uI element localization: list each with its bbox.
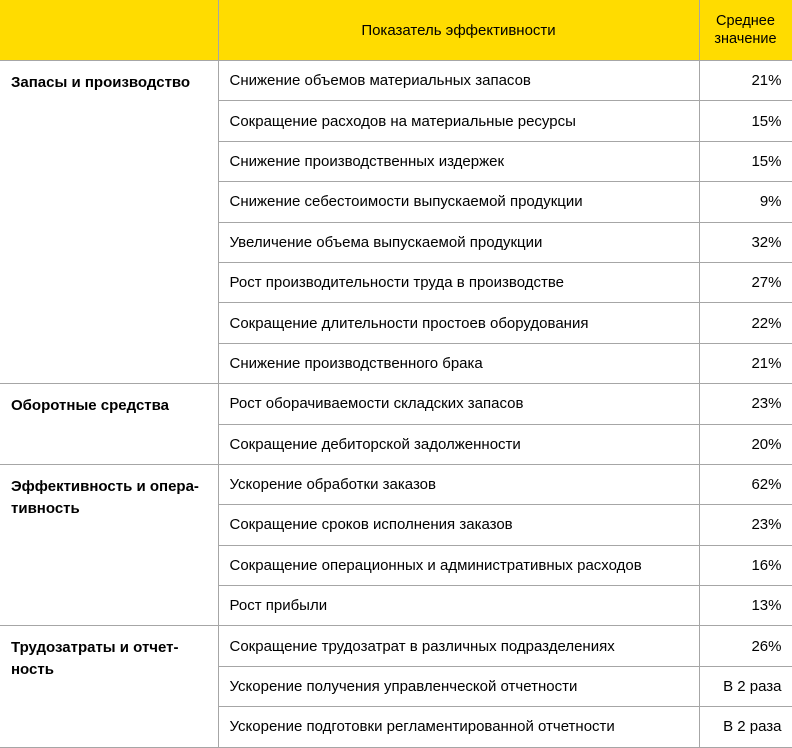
group-name: Запасы и производство xyxy=(0,61,218,384)
value-cell: В 2 раза xyxy=(699,666,792,706)
indicator-cell: Рост прибыли xyxy=(218,586,699,626)
indicator-cell: Сокращение длительности простоев оборудования xyxy=(218,303,699,343)
table-row xyxy=(0,61,792,101)
group-name: Эффективность и опера-тивность xyxy=(0,464,218,626)
value-cell: В 2 раза xyxy=(699,707,792,747)
value-cell: 32% xyxy=(699,222,792,262)
indicator-cell: Сокращение операционных и административных расходов xyxy=(218,545,699,585)
indicator-cell: Сокращение трудозатрат в различных подразделениях xyxy=(218,626,699,666)
indicator-cell: Рост производительности труда в производстве xyxy=(218,262,699,302)
indicator-cell: Ускорение подготовки регламентированной отчетности xyxy=(218,707,699,747)
indicator-cell: Снижение производственного брака xyxy=(218,343,699,383)
value-cell: 23% xyxy=(699,505,792,545)
value-cell: 27% xyxy=(699,262,792,302)
value-cell: 23% xyxy=(699,384,792,424)
group-name: Оборотные средства xyxy=(0,384,218,465)
table-row xyxy=(0,464,792,504)
header-average: Среднее значение xyxy=(699,0,792,61)
value-cell: 9% xyxy=(699,182,792,222)
indicator-cell: Рост оборачиваемости складских запасов xyxy=(218,384,699,424)
value-cell: 22% xyxy=(699,303,792,343)
indicator-cell: Снижение производственных издержек xyxy=(218,141,699,181)
value-cell: 20% xyxy=(699,424,792,464)
header-group xyxy=(0,0,218,61)
indicator-cell: Сокращение дебиторской задолженности xyxy=(218,424,699,464)
value-cell: 26% xyxy=(699,626,792,666)
indicator-cell: Ускорение получения управленческой отчетности xyxy=(218,666,699,706)
value-cell: 21% xyxy=(699,61,792,101)
value-cell: 16% xyxy=(699,545,792,585)
value-cell: 13% xyxy=(699,586,792,626)
value-cell: 62% xyxy=(699,464,792,504)
indicator-cell: Увеличение объема выпускаемой продукции xyxy=(218,222,699,262)
table-row xyxy=(0,384,792,424)
indicator-cell: Ускорение обработки заказов xyxy=(218,464,699,504)
header-row xyxy=(0,0,792,61)
group-name: Трудозатраты и отчет-ность xyxy=(0,626,218,747)
indicator-cell: Снижение себестоимости выпускаемой продукции xyxy=(218,182,699,222)
value-cell: 15% xyxy=(699,101,792,141)
indicator-cell: Сокращение расходов на материальные ресурсы xyxy=(218,101,699,141)
indicator-cell: Снижение объемов материальных запасов xyxy=(218,61,699,101)
value-cell: 21% xyxy=(699,343,792,383)
indicator-cell: Сокращение сроков исполнения заказов xyxy=(218,505,699,545)
value-cell: 15% xyxy=(699,141,792,181)
table-row xyxy=(0,626,792,666)
header-indicator: Показатель эффективности xyxy=(218,0,699,61)
